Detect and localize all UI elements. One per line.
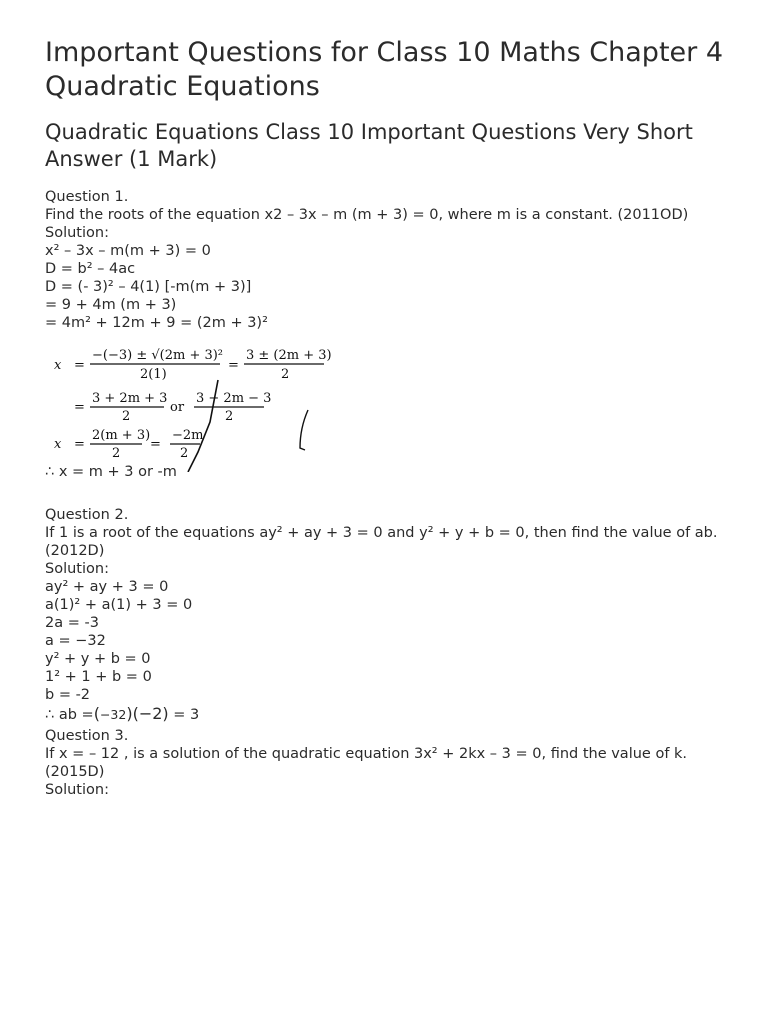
- formula-numerator: −2m: [172, 428, 204, 443]
- question-1-answer-block: [45, 463, 177, 481]
- formula-denominator: 2: [180, 446, 189, 461]
- formula-numerator: 3 ± (2m + 3): [246, 348, 332, 363]
- question-2-step: a(1)² + a(1) + 3 = 0: [45, 597, 193, 613]
- formula-numerator: −(−3) ± √(2m + 3)²: [92, 348, 224, 363]
- question-2-step: 2a = -3: [45, 615, 99, 631]
- question-1-step: x² – 3x – m(m + 3) = 0: [45, 243, 211, 259]
- formula-numerator: 2(m + 3): [92, 428, 151, 443]
- answer-prefix: ∴ ab =: [45, 707, 94, 723]
- formula-denominator: 2: [112, 446, 121, 461]
- formula-denominator: 2: [122, 409, 131, 424]
- question-2-text: If 1 is a root of the equations ay² + ay + 3 = 0 and y² + y + b = 0, then find the value of ab. (2012D): [45, 525, 718, 559]
- question-1-step: D = b² – 4ac: [45, 261, 136, 277]
- question-1-heading: Question 1.: [45, 189, 129, 205]
- quadratic-formula-image: [52, 340, 352, 472]
- answer-factor: (−2): [132, 704, 169, 723]
- question-1-step: D = (- 3)² – 4(1) [-m(m + 3)]: [45, 279, 252, 295]
- formula-equals: =: [74, 400, 85, 415]
- formula-numerator: 3 + 2m + 3: [92, 391, 168, 406]
- question-2-step: 1² + 1 + b = 0: [45, 669, 152, 685]
- question-1-text: Find the roots of the equation x2 – 3x – m (m + 3) = 0, where m is a constant. (2011OD): [45, 207, 689, 223]
- formula-denominator: 2(1): [140, 367, 167, 382]
- question-1-answer: ∴ x = m + 3 or -m: [45, 464, 177, 480]
- formula-x-1: x: [54, 358, 62, 373]
- question-1-step: = 9 + 4m (m + 3): [45, 297, 177, 313]
- handwritten-stroke: [300, 410, 308, 450]
- formula-equals: =: [74, 358, 85, 373]
- formula-equals: =: [150, 437, 161, 452]
- answer-result: = 3: [168, 707, 200, 723]
- formula-numerator: 3 − 2m − 3: [196, 391, 272, 406]
- question-2-step: a = −32: [45, 633, 106, 649]
- formula-equals: =: [74, 437, 85, 452]
- formula-or: or: [170, 400, 185, 415]
- formula-denominator: 2: [225, 409, 234, 424]
- section-subtitle: Quadratic Equations Class 10 Important Questions Very Short Answer (1 Mark): [45, 120, 693, 171]
- question-2-step: b = -2: [45, 687, 91, 703]
- question-3-block: [45, 727, 725, 799]
- answer-paren: (: [93, 704, 100, 723]
- question-2-block: [45, 506, 725, 725]
- question-2-step: y² + y + b = 0: [45, 651, 151, 667]
- question-2-answer: [45, 704, 725, 725]
- formula-denominator: 2: [281, 367, 290, 382]
- page-title: Important Questions for Class 10 Maths Chapter 4 Quadratic Equations: [45, 37, 724, 102]
- question-1-solution-label: Solution:: [45, 225, 109, 241]
- question-2-step: ay² + ay + 3 = 0: [45, 579, 169, 595]
- formula-equals: =: [228, 358, 239, 373]
- question-3-text: If x = – 12 , is a solution of the quadratic equation 3x² + 2kx – 3 = 0, find the value of k. (2015D): [45, 746, 688, 780]
- formula-x-2: x: [54, 437, 62, 452]
- question-1-block: [45, 188, 688, 332]
- answer-fraction: −32: [99, 707, 127, 722]
- answer-paren: ): [126, 704, 133, 723]
- question-2-heading: Question 2.: [45, 507, 129, 523]
- question-1-step: = 4m² + 12m + 9 = (2m + 3)²: [45, 315, 268, 331]
- question-3-heading: Question 3.: [45, 728, 129, 744]
- question-3-solution-label: Solution:: [45, 782, 109, 798]
- question-2-solution-label: Solution:: [45, 561, 109, 577]
